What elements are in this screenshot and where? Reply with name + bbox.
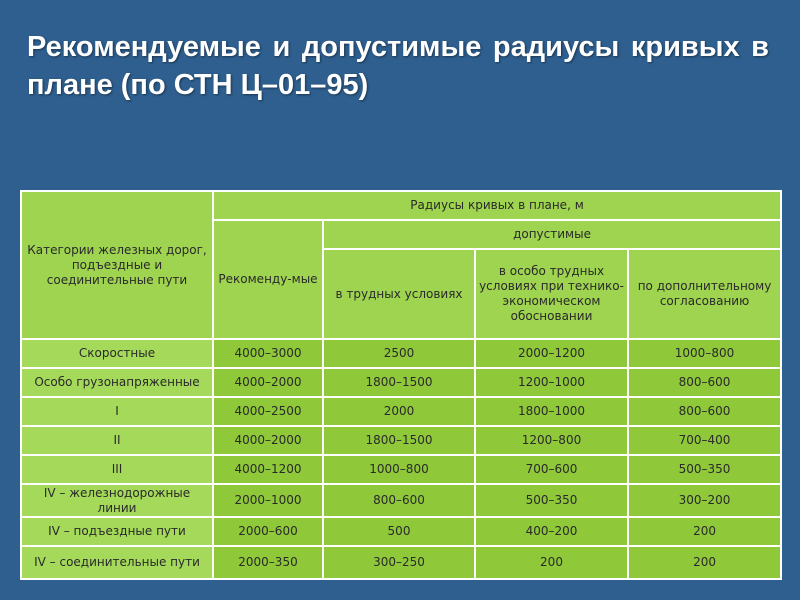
table-row [21, 339, 781, 368]
table-row [21, 546, 781, 579]
header-category: Категории железных дорог, подъездные и соединительные пути [21, 191, 213, 339]
cell-difficult: 300–250 [323, 546, 475, 579]
cell-additional-approval: 1000–800 [628, 339, 781, 368]
table-row [21, 455, 781, 484]
cell-difficult: 1000–800 [323, 455, 475, 484]
cell-difficult: 1800–1500 [323, 426, 475, 455]
cell-especially-difficult: 700–600 [475, 455, 628, 484]
cell-especially-difficult: 400–200 [475, 517, 628, 546]
header-row-1 [21, 191, 781, 220]
cell-additional-approval: 700–400 [628, 426, 781, 455]
cell-recommended: 2000–350 [213, 546, 323, 579]
curve-radii-table [20, 190, 782, 580]
cell-especially-difficult: 200 [475, 546, 628, 579]
header-especially-difficult: в особо трудных условиях при технико-экономическом обосновании [475, 249, 628, 339]
cell-difficult: 2500 [323, 339, 475, 368]
cell-difficult: 800–600 [323, 484, 475, 517]
cell-category: Скоростные [21, 339, 213, 368]
cell-additional-approval: 800–600 [628, 368, 781, 397]
cell-recommended: 4000–2000 [213, 368, 323, 397]
header-additional-approval: по дополнительному согласованию [628, 249, 781, 339]
cell-especially-difficult: 1800–1000 [475, 397, 628, 426]
cell-recommended: 4000–2000 [213, 426, 323, 455]
cell-especially-difficult: 2000–1200 [475, 339, 628, 368]
cell-additional-approval: 800–600 [628, 397, 781, 426]
cell-additional-approval: 500–350 [628, 455, 781, 484]
slide-title: Рекомендуемые и допустимые радиусы кривых в плане (по СТН Ц–01–95) [27, 31, 769, 101]
cell-category: IV – железнодорожные линии [21, 484, 213, 517]
table-row [21, 426, 781, 455]
header-radii-group: Радиусы кривых в плане, м [213, 191, 781, 220]
cell-category: Особо грузонапряженные [21, 368, 213, 397]
cell-especially-difficult: 1200–1000 [475, 368, 628, 397]
cell-difficult: 500 [323, 517, 475, 546]
header-recommended: Рекоменду-мые [213, 220, 323, 339]
table-row [21, 368, 781, 397]
cell-additional-approval: 200 [628, 517, 781, 546]
cell-category: IV – соединительные пути [21, 546, 213, 579]
cell-especially-difficult: 1200–800 [475, 426, 628, 455]
cell-recommended: 2000–600 [213, 517, 323, 546]
table-row [21, 517, 781, 546]
cell-category: III [21, 455, 213, 484]
cell-additional-approval: 300–200 [628, 484, 781, 517]
table-row [21, 397, 781, 426]
cell-recommended: 4000–1200 [213, 455, 323, 484]
cell-category: II [21, 426, 213, 455]
cell-difficult: 2000 [323, 397, 475, 426]
cell-difficult: 1800–1500 [323, 368, 475, 397]
cell-category: IV – подъездные пути [21, 517, 213, 546]
cell-recommended: 2000–1000 [213, 484, 323, 517]
header-permissible-group: допустимые [323, 220, 781, 249]
header-difficult: в трудных условиях [323, 249, 475, 339]
cell-especially-difficult: 500–350 [475, 484, 628, 517]
cell-category: I [21, 397, 213, 426]
cell-additional-approval: 200 [628, 546, 781, 579]
cell-recommended: 4000–2500 [213, 397, 323, 426]
cell-recommended: 4000–3000 [213, 339, 323, 368]
table-row [21, 484, 781, 517]
